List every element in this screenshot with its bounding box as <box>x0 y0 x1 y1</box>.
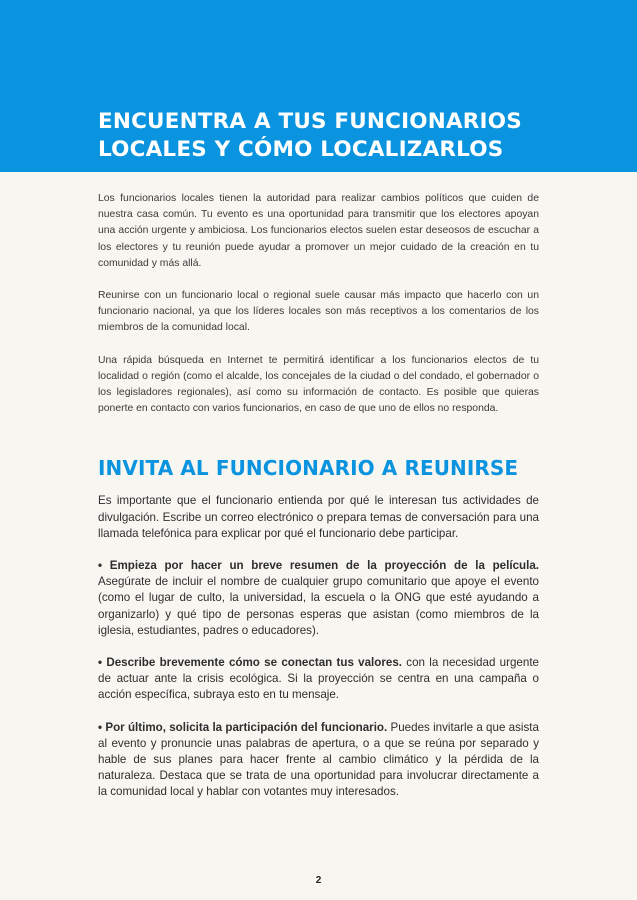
paragraph: Los funcionarios locales tienen la autoridad para realizar cambios políticos que cuiden de nuestra casa común. Tu evento es una oportunidad para transmitir que los electores apoyan una acción urgente y ambiciosa. Los funcionarios electos suelen estar deseosos de escuchar a los electores y tu reunión puede ayudar a promover un mejor cuidado de la creación en tu comunidad y más allá. <box>98 193 539 269</box>
bullet-lead: Empieza por hacer un breve resumen de la proyección de la película. <box>109 559 539 573</box>
main-content <box>98 191 539 817</box>
section-heading: INVITA AL FUNCIONARIO A REUNIRSE <box>98 456 519 481</box>
bullet-text: Puedes invitarle a que asista al evento y pronuncie unas palabras de apertura, o a que se reúna por separado y hable de sus planes para hacer frente al cambio climático y la pérdida de la naturaleza. Destaca que se trata de una oportunidad para involucrar directamente a la comunidad local y hablar con votantes muy interesados. <box>98 720 539 799</box>
bullet-text: Asegúrate de incluir el nombre de cualquier grupo comunitario que apoye el evento (como el lugar de culto, la universidad, la escuela o la ONG que esté ayudando a organizarlo) y qué tipo de personas esperas que asistan (como miembros de la iglesia, estudiantes, padres o educadores). <box>98 575 539 637</box>
bullet-lead: Por último, solicita la participación del funcionario. <box>105 720 388 734</box>
paragraph: Reunirse con un funcionario local o regional suele causar más impacto que hacerlo con un funcionario nacional, ya que los líderes locales son más receptivos a los comentarios de los miembros de la comunidad local. <box>98 290 539 334</box>
page-title: ENCUENTRA A TUS FUNCIONARIOS LOCALES Y CÓMO LOCALIZARLOS <box>98 109 522 162</box>
header-banner <box>0 0 637 172</box>
bullet-marker: • <box>98 720 103 734</box>
bullet-item <box>98 720 539 801</box>
intro-paragraph: Es importante que el funcionario entienda por qué le interesan tus actividades de divulgación. Escribe un correo electrónico o prepara temas de conversación para una llamada telefónica para explicar por qué el funcionario debe participar. <box>98 494 539 540</box>
paragraph: Una rápida búsqueda en Internet te permitirá identificar a los funcionarios electos de tu localidad o región (como el alcalde, los concejales de la ciudad o del condado, el gobernador o los legisladores regionales), así como su información de contacto. Es posible que quieras ponerte en contacto con varios funcionarios, en caso de que uno de ellos no responda. <box>98 354 539 415</box>
bullet-marker: • <box>98 559 103 573</box>
bullet-marker: • <box>98 656 103 670</box>
bullet-lead: Describe brevemente cómo se conectan tus valores. <box>106 656 402 670</box>
bullet-item <box>98 558 539 639</box>
bullet-text: con la necesidad urgente de actuar ante la crisis ecológica. Si la proyección se centra en una campaña o acción específica, subraya esto en tu mensaje. <box>98 656 539 702</box>
page-number: 2 <box>315 875 322 886</box>
bullet-item <box>98 655 539 704</box>
